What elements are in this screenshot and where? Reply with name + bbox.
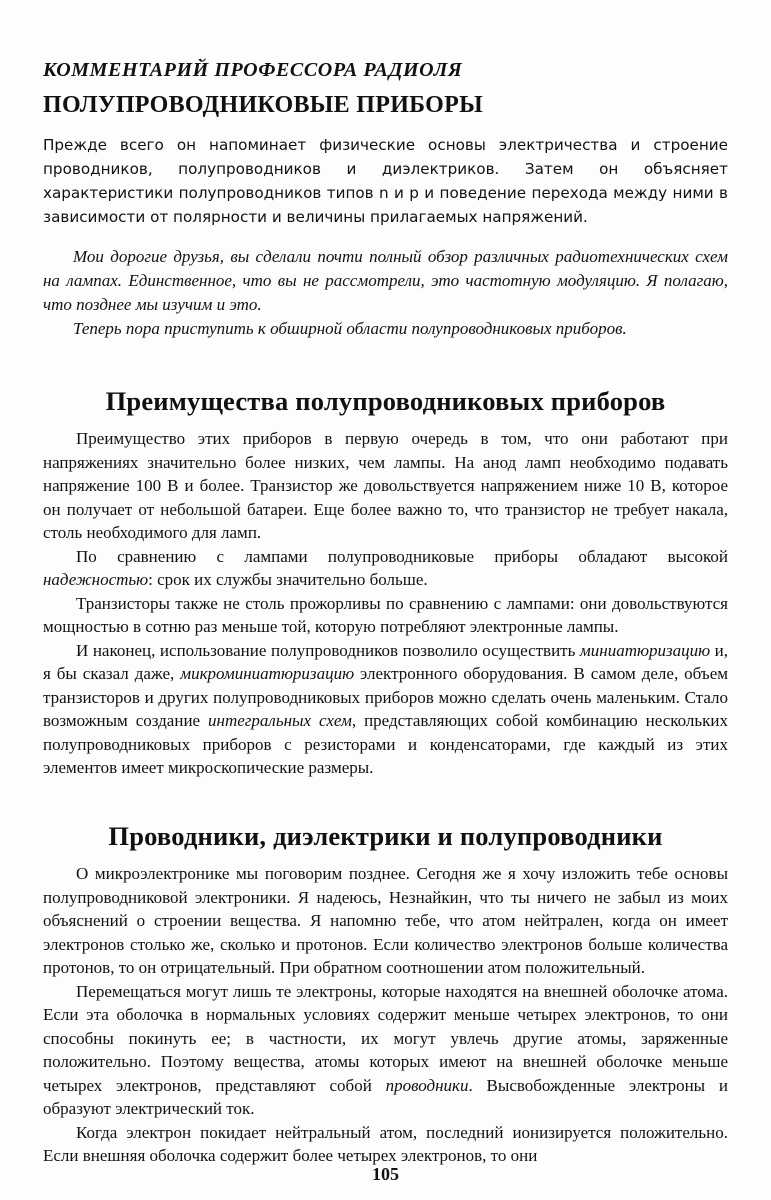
section-heading-conductors: Проводники, диэлектрики и полупроводники: [108, 821, 663, 851]
section-body-conductors: [43, 862, 728, 1168]
chapter-title: ПОЛУПРОВОДНИКОВЫЕ ПРИБОРЫ: [43, 92, 483, 118]
page-number: 105: [372, 1164, 399, 1184]
paragraph: [43, 545, 728, 592]
text-run: электронного оборудования. В самом деле, объем транзисторов и других полупроводниковых приборов можно сделать очень маленьким. Стало возможным создание: [43, 664, 728, 730]
chapter-kicker: КОММЕНТАРИЙ ПРОФЕССОРА РАДИОЛЯ: [43, 59, 463, 81]
paragraph: Преимущество этих приборов в первую очередь в том, что они работают при напряжениях значительно более низких, чем лампы. На анод ламп необходимо подавать напряжение 100 В и более. Транзистор же довольствуется напряжением ниже 10 В, которое он получает от небольшой батареи. Еще более важно то, что транзистор не требует накала, столь необходимого для ламп.: [43, 429, 728, 542]
section-heading-advantages: Преимущества полупроводниковых приборов: [105, 386, 666, 416]
text-run: И наконец, использование полупроводников позволило осуществить: [76, 640, 580, 660]
epigraph-paragraph-2: Теперь пора приступить к обширной области полупроводниковых приборов.: [73, 319, 627, 338]
chapter-summary: Прежде всего он напоминает физические основы электричества и строение проводников, полупроводников и диэлектриков. Затем он объясняет характеристики полупроводников типов n и p и поведение перехода между ними в зависимости от полярности и величины прилагаемых напряжений.: [43, 136, 728, 226]
text-run: Перемещаться могут лишь те электроны, которые находятся на внешней оболочке атома. Если эта оболочка в нормальных условиях содержит меньше четырех электронов, то они способны покинуть ее; в частности, их могут увлечь другие атомы, заряженные положительно. Поэтому вещества, атомы которых имеют на внешней оболочке меньше четырех электронов, представляют собой: [43, 981, 728, 1095]
paragraph: [43, 639, 728, 780]
emphasis-term: интегральных схем: [208, 711, 352, 730]
text-run: , представляющих собой комбинацию нескольких полупроводниковых приборов с резисторами и конденсаторами, где каждый из этих элементов имеет микроскопические размеры.: [43, 711, 729, 777]
emphasis-term: надежностью: [43, 570, 149, 589]
epigraph: [43, 245, 728, 341]
section-body-advantages: [43, 427, 728, 780]
paragraph: О микроэлектронике мы поговорим позднее. Сегодня же я хочу изложить тебе основы полупроводниковой электроники. Я надеюсь, Незнайкин, что ты ничего не забыл из моих объяснений о строении вещества. Я напомню тебе, что атом нейтрален, когда он имеет электронов столько же, сколько и протонов. Если количество электронов больше количества протонов, то он отрицательный. При обратном соотношении атом положительный.: [43, 864, 728, 977]
paragraph: [43, 980, 728, 1121]
emphasis-term: миниатюризацию: [579, 640, 711, 660]
text-run: По сравнению с лампами полупроводниковые приборы обладают высокой: [76, 546, 728, 566]
paragraph: Транзисторы также не столь прожорливы по сравнению с лампами: они довольствуются мощностью в сотню раз меньше той, которую потребляют электронные лампы.: [43, 593, 728, 636]
emphasis-term: проводники: [385, 1075, 469, 1095]
text-run: и, я бы сказал даже,: [43, 640, 728, 683]
text-run: : срок их службы значительно больше.: [148, 570, 428, 589]
epigraph-paragraph-1: Мои дорогие друзья, вы сделали почти полный обзор различных радиотехнических схем на лампах. Единственное, что вы не рассмотрели, это частотную модуляцию. Я полагаю, что позднее мы изучим и это.: [43, 247, 728, 314]
text-run: . Высвобожденные электроны и образуют электрический ток.: [43, 1075, 728, 1118]
emphasis-term: микроминиатюризацию: [180, 664, 355, 683]
paragraph: Когда электрон покидает нейтральный атом, последний ионизируется положительно. Если внешняя оболочка содержит более четырех электронов, то они: [43, 1122, 728, 1165]
